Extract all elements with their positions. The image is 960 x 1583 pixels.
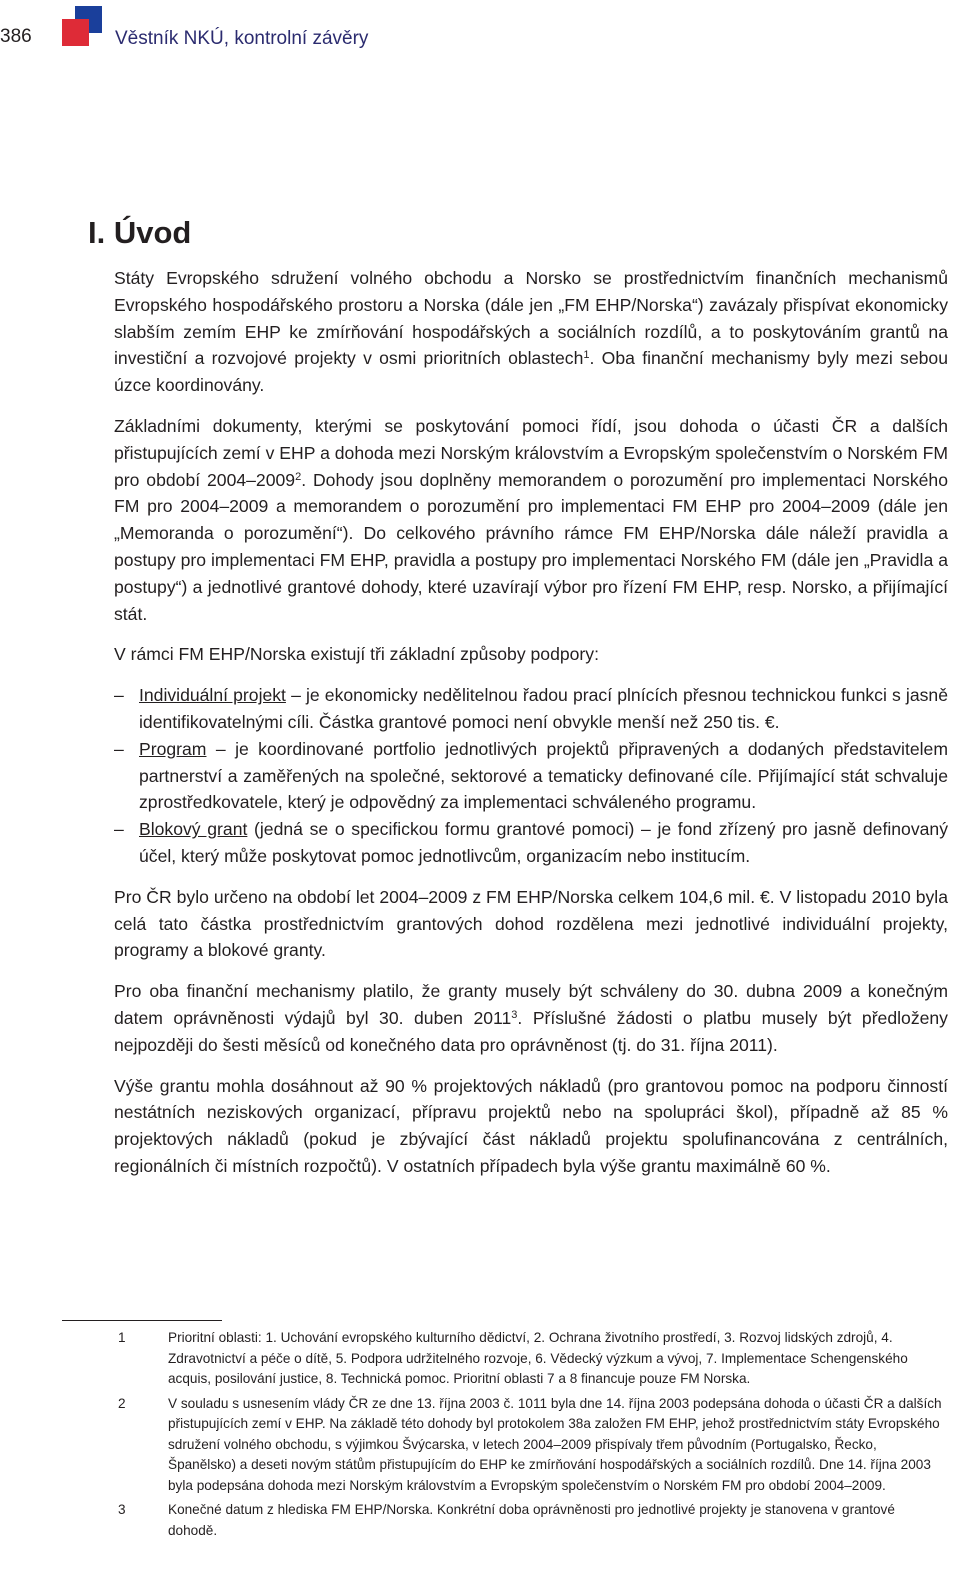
running-title: Věstník NKÚ, kontrolní závěry	[115, 28, 369, 49]
footnote-1	[118, 1328, 946, 1390]
list-item	[114, 816, 948, 870]
footnotes	[118, 1328, 946, 1545]
footnote-text: Konečné datum z hlediska FM EHP/Norska. Konkrétní doba oprávněnosti pro jednotlivé projekty je stanovena v grantové dohodě.	[168, 1502, 895, 1538]
footnote-3	[118, 1500, 946, 1541]
support-types-list	[114, 682, 948, 870]
footnote-text: V souladu s usnesením vlády ČR ze dne 13. října 2003 č. 1011 byla dne 14. října 2003 podepsána dohoda o účasti ČR a dalších přistupujících zemí v EHP. Na základě této dohody byl protokolem 38a založen FM EHP, jehož prostřednictvím státy Evropského sdružení volného obchodu, s výjimkou Švýcarska, v letech 2004–2009 přispívaly třem původním (Portugalsko, Řecko, Španělsko) a deseti novým státům přistupujícím do EHP ke zmírňování hospodářských a sociálních rozdílů. Dne 14. října 2003 byla podepsána dohoda mezi Norským královstvím a Evropským společenstvím o Norském FM pro období 2004–2009.	[168, 1395, 942, 1493]
paragraph-grant-rates: Výše grantu mohla dosáhnout až 90 % projektových nákladů (pro grantovou pomoc na podporu činností nestátních neziskových organizací, přípravu projektů nebo na spolupráci škol), případně až 85 % projektových nákladů (pokud je zbývající část nákladů projektu spolufinancována z centrálních, regionálních či místních rozpočtů). V ostatních případech byla výše grantu maximálně 60 %.	[114, 1075, 948, 1176]
term-block-grant: Blokový grant	[139, 819, 248, 840]
footnote-ref-2[interactable]: 2	[295, 470, 302, 483]
paragraph-intro-text: Státy Evropského sdružení volného obchodu a Norsko se prostřednictvím finančních mechanismů Evropského hospodářského prostoru a Norska (dále jen „FM EHP/Norska“) zavázaly přispívat ekonomicky slabším zemím EHP ke zmírňování hospodářských a sociálních rozdílů, a to poskytováním grantů na investiční a rozvojové projekty v osmi prioritních oblastech	[114, 268, 948, 369]
footnote-number: 2	[118, 1395, 126, 1411]
dash-marker: –	[114, 819, 124, 840]
nku-logo-icon	[62, 6, 102, 46]
list-item	[114, 736, 948, 816]
paragraph-intro	[114, 265, 948, 399]
section-heading: I. Úvod	[88, 215, 192, 250]
paragraph-support-intro: V rámci FM EHP/Norska existují tři základní způsoby podpory:	[114, 644, 599, 665]
logo-red-square	[62, 19, 89, 46]
paragraph-documents-text: Základními dokumenty, kterými se poskytování pomoci řídí, jsou dohoda o účasti ČR a dalších přistupujících zemí v EHP a dohoda mezi Norským královstvím a Evropským společenstvím o Norském FM pro období 2004–2009	[114, 415, 948, 490]
list-item-text: – je ekonomicky nedělitelnou řadou prací plnících přesnou technickou funkci s jasně identifikovatelnými cíli. Částka grantové pomoci není obvykle menší než 250 tis. €.	[139, 685, 948, 732]
main-content	[88, 213, 948, 1194]
list-item-text: – je koordinované portfolio jednotlivých projektů připravených a dodaných představitelem partnerství a zaměřených na společné, sektorové a tematicky definované cíle. Přijímající stát schvaluje zprostředkovatele, který je odpovědný za implementaci schváleného programu.	[139, 738, 948, 813]
page-header	[0, 0, 960, 80]
footnote-number: 1	[118, 1330, 126, 1345]
dash-marker: –	[114, 738, 124, 759]
list-item	[114, 682, 948, 736]
paragraph-deadlines-text: Pro oba finanční mechanismy platilo, že granty musely být schváleny do 30. dubna 2009 a konečným datem oprávněnosti výdajů byl 30. duben 2011	[114, 981, 948, 1028]
dash-marker: –	[114, 685, 124, 706]
footnote-text: Prioritní oblasti: 1. Uchování evropského kulturního dědictví, 2. Ochrana životního prostředí, 3. Rozvoj lidských zdrojů, 4. Zdravotnictví a péče o dítě, 5. Podpora udržitelného rozvoje, 6. Vědecký výzkum a vývoj, 7. Implementace Schengenského acquis, posilování justice, 8. Technická pomoc. Prioritní oblasti 7 a 8 financuje pouze FM Norska.	[168, 1330, 908, 1386]
paragraph-intro-text-end: . Oba finanční mechanismy byly mezi sebou úzce koordinovány.	[114, 348, 948, 396]
page-number: 386	[0, 26, 32, 47]
paragraph-documents	[114, 413, 948, 627]
term-individual-project: Individuální projekt	[139, 685, 286, 706]
paragraph-deadlines-text-end: . Příslušné žádosti o platbu musely být předloženy nejpozději do šesti měsíců od konečného data pro oprávněnost (tj. do 31. října 2011).	[114, 1007, 948, 1055]
footnote-ref-3[interactable]: 3	[511, 1008, 518, 1021]
paragraph-deadlines	[114, 978, 948, 1058]
footnote-divider	[62, 1320, 222, 1321]
paragraph-documents-text-end: . Dohody jsou doplněny memorandem o porozumění pro implementaci Norského FM pro 2004–2009 a memorandem o porozumění pro implementaci FM EHP pro 2004–2009 (dále jen „Memoranda o porozumění“). Do celkového právního rámce FM EHP/Norska dále náleží pravidla a postupy pro implementaci FM EHP, pravidla a postupy pro implementaci Norského FM (dále jen „Pravidla a postupy“) a jednotlivé grantové dohody, které uzavírají výbor pro řízení FM EHP, resp. Norsko, a přijímající stát.	[114, 469, 948, 624]
term-program: Program	[139, 738, 207, 759]
footnote-number: 3	[118, 1502, 126, 1517]
list-item-text: (jedná se o specifickou formu grantové pomoci) – je fond zřízený pro jasně definovaný účel, který může poskytovat pomoc jednotlivcům, organizacím nebo institucím.	[139, 819, 948, 866]
footnote-ref-1[interactable]: 1	[583, 349, 590, 362]
footnote-2	[118, 1394, 946, 1497]
paragraph-allocation: Pro ČR bylo určeno na období let 2004–2009 z FM EHP/Norska celkem 104,6 mil. €. V listopadu 2010 byla celá tato částka prostřednictvím grantových dohod rozdělena mezi jednotlivé individuální projekty, programy a blokové granty.	[114, 886, 948, 961]
